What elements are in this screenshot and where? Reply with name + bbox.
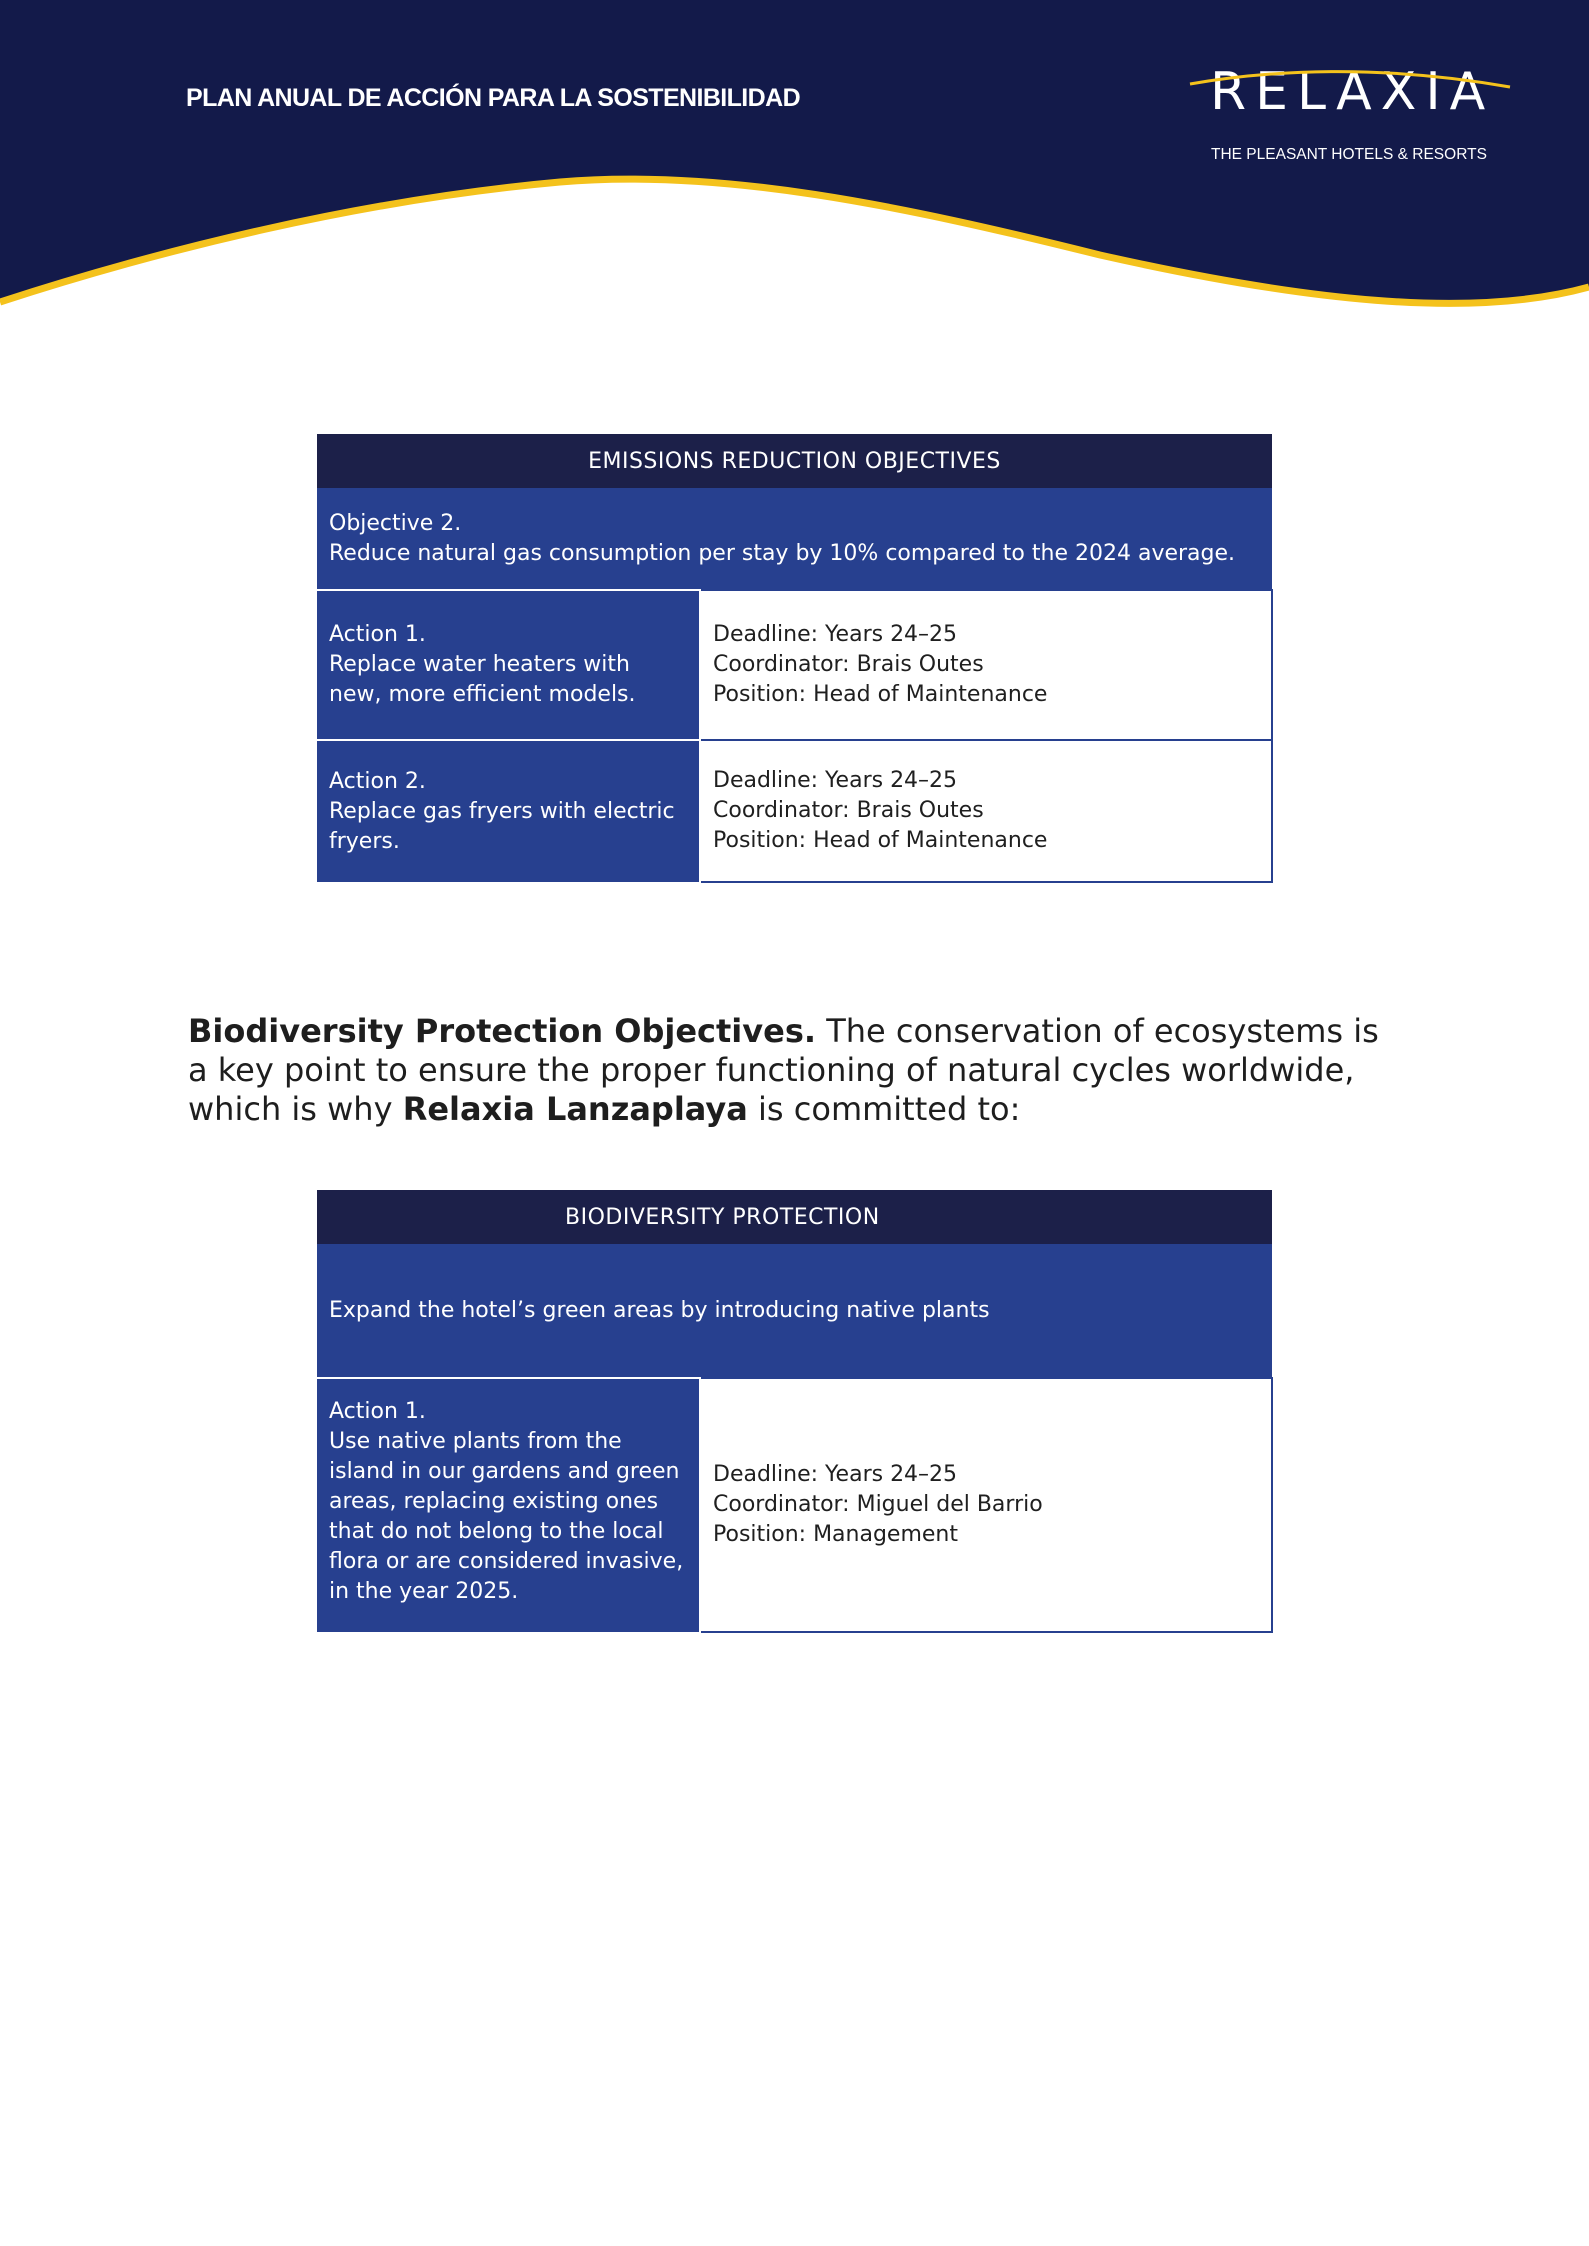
table-row — [317, 1378, 1272, 1632]
position-text: Position: Management — [713, 1522, 958, 1547]
table-header: BIODIVERSITY PROTECTION — [317, 1190, 1272, 1244]
action-label: Action 1. — [329, 622, 426, 647]
emissions-reduction-table — [317, 434, 1273, 883]
objective-text: Expand the hotel’s green areas by introducing native plants — [329, 1297, 990, 1323]
action-cell — [317, 590, 700, 740]
objective-cell — [317, 488, 1272, 590]
action-cell — [317, 1378, 700, 1632]
coordinator-text: Coordinator: Brais Outes — [713, 652, 984, 677]
table-row — [317, 740, 1272, 882]
position-text: Position: Head of Maintenance — [713, 828, 1048, 853]
deadline-text: Deadline: Years 24–25 — [713, 768, 958, 793]
biodiversity-protection-table — [317, 1190, 1273, 1633]
logo-wordmark: RELAXIA — [1210, 62, 1495, 122]
deadline-text: Deadline: Years 24–25 — [713, 622, 958, 647]
coordinator-text: Coordinator: Miguel del Barrio — [713, 1492, 1043, 1517]
table-row — [317, 590, 1272, 740]
responsibility-cell — [700, 740, 1272, 882]
action-label: Action 2. — [329, 768, 426, 794]
biodiversity-intro-paragraph — [188, 1012, 1388, 1129]
biodiversity-lead: Biodiversity Protection Objectives. — [188, 1012, 817, 1050]
relaxia-logo — [1180, 62, 1520, 172]
action-text: Replace gas fryers with electric fryers. — [329, 798, 675, 854]
action-label: Action 1. — [329, 1399, 426, 1424]
table-header: EMISSIONS REDUCTION OBJECTIVES — [317, 434, 1272, 488]
paragraph-text: The conservation of ecosystems is a key point to ensure the proper functioning of natural cycles worldwide, which is why — [188, 1012, 1379, 1128]
action-text: Use native plants from the island in our gardens and green areas, replacing existing ones that do not belong to the local flora or are considered invasive, in the year 2025. — [329, 1429, 684, 1604]
header-banner — [0, 0, 1589, 320]
logo-tagline: THE PLEASANT HOTELS & RESORTS — [1211, 146, 1487, 163]
hotel-name: Relaxia Lanzaplaya — [402, 1090, 748, 1128]
objective-text: Reduce natural gas consumption per stay by 10% compared to the 2024 average. — [329, 540, 1236, 566]
objective-label: Objective 2. — [329, 510, 462, 536]
objective-cell — [317, 1244, 1272, 1378]
position-text: Position: Head of Maintenance — [713, 682, 1048, 707]
deadline-text: Deadline: Years 24–25 — [713, 1462, 958, 1487]
responsibility-cell — [700, 1378, 1272, 1632]
logo-swoosh-icon — [1180, 62, 1520, 92]
document-title: PLAN ANUAL DE ACCIÓN PARA LA SOSTENIBILIDAD — [186, 84, 801, 112]
action-cell — [317, 740, 700, 882]
coordinator-text: Coordinator: Brais Outes — [713, 798, 984, 823]
action-text: Replace water heaters with new, more efficient models. — [329, 652, 636, 707]
paragraph-text-end: is committed to: — [747, 1090, 1021, 1128]
responsibility-cell — [700, 590, 1272, 740]
